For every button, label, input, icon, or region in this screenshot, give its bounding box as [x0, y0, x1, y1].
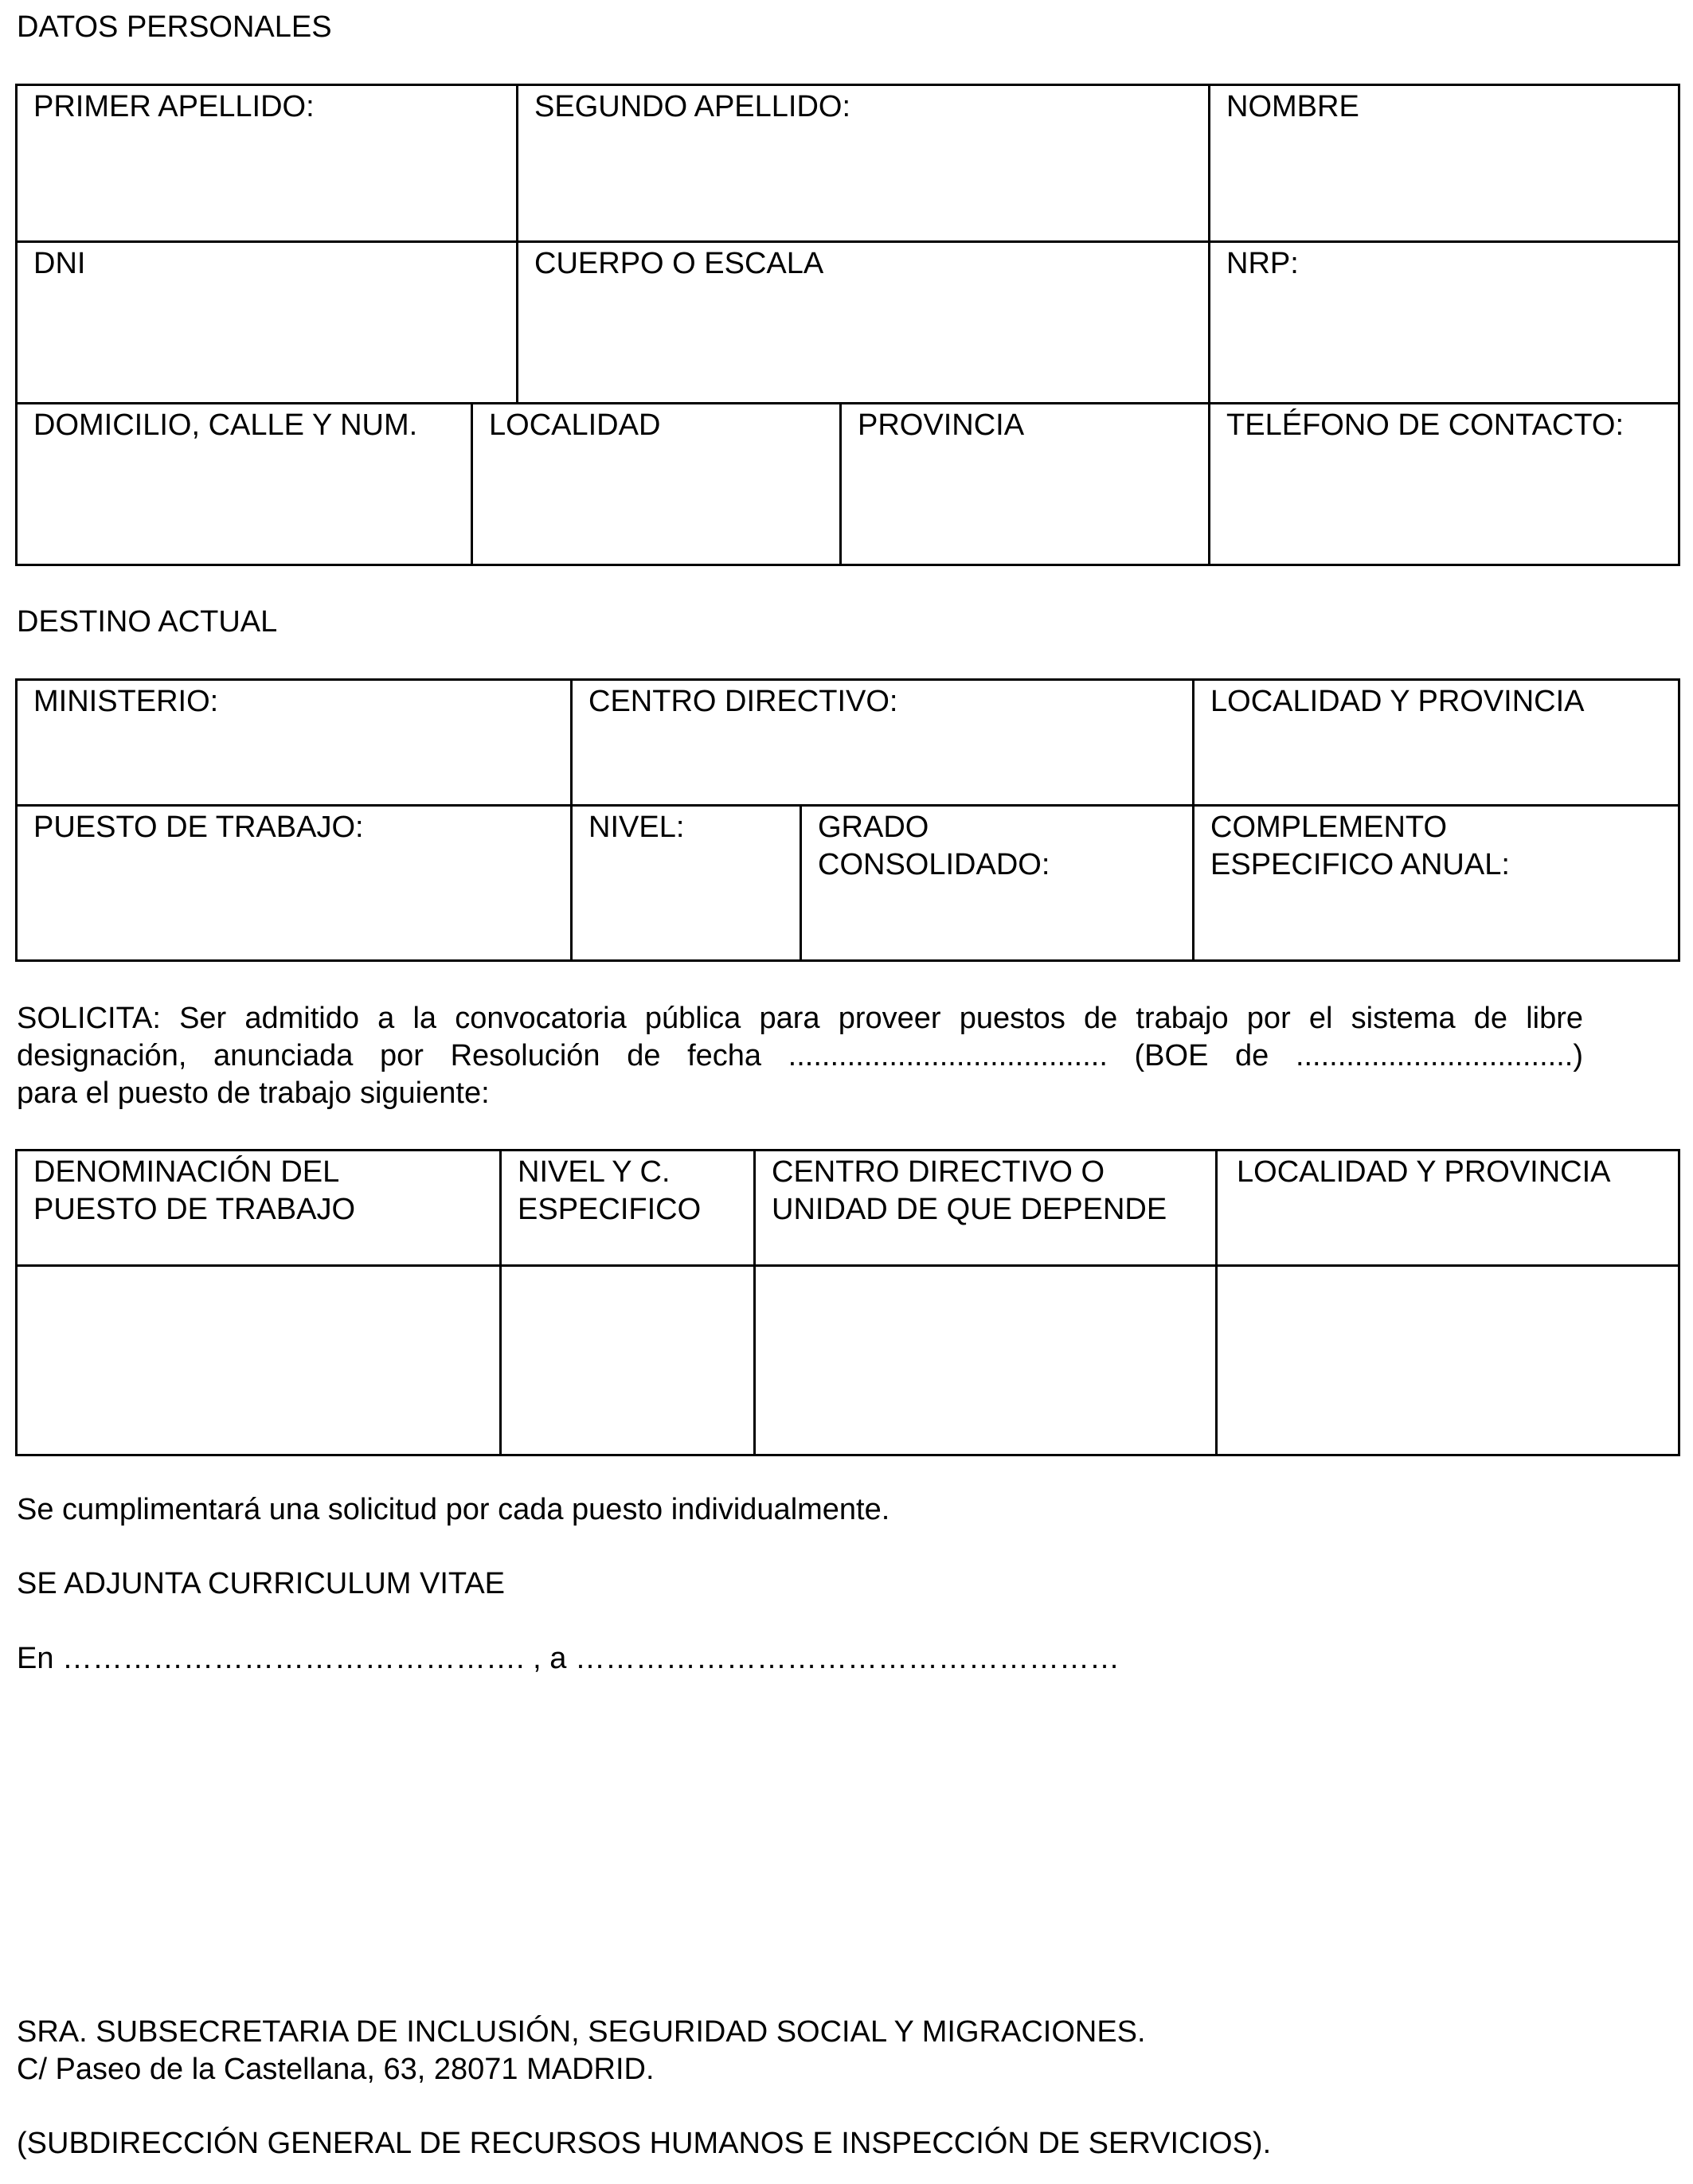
dni-label: DNI: [33, 247, 86, 280]
domicilio-label: DOMICILIO, CALLE Y NUM.: [33, 408, 418, 442]
centro-unidad-header: [755, 1151, 1217, 1266]
solicita-line-3: para el puesto de trabajo siguiente:: [17, 1076, 490, 1110]
nivel-field[interactable]: [572, 806, 801, 961]
denominacion-label-line2: PUESTO DE TRABAJO: [33, 1193, 356, 1226]
complemento-especifico-field[interactable]: [1194, 806, 1679, 961]
note-cumplimentara: Se cumplimentará una solicitud por cada puesto individualmente.: [17, 1493, 890, 1526]
nivel-especifico-label-line2: ESPECIFICO: [518, 1193, 702, 1226]
localidad-provincia-label: LOCALIDAD Y PROVINCIA: [1210, 685, 1585, 718]
centro-directivo-field[interactable]: [572, 680, 1194, 806]
grado-label-line2: CONSOLIDADO:: [818, 848, 1050, 881]
nivel-especifico-input-cell[interactable]: [501, 1266, 755, 1455]
place-date-line[interactable]: En ………………………………………. , a ………………………………………………: [17, 1642, 1120, 1675]
provincia-field[interactable]: [841, 404, 1210, 565]
primer-apellido-field[interactable]: [17, 85, 518, 242]
addressee-line-3: (SUBDIRECCIÓN GENERAL DE RECURSOS HUMANOS E INSPECCIÓN DE SERVICIOS).: [17, 2127, 1272, 2160]
segundo-apellido-field[interactable]: [518, 85, 1210, 242]
localidad-provincia-field[interactable]: [1194, 680, 1679, 806]
denominacion-input-cell[interactable]: [17, 1266, 501, 1455]
solicita-line-1: SOLICITA: Ser admitido a la convocatoria pública para proveer puestos de trabajo por el sistema de libre: [17, 1002, 1583, 1035]
nrp-label: NRP:: [1226, 247, 1299, 280]
telefono-label: TELÉFONO DE CONTACTO:: [1226, 408, 1625, 442]
puesto-trabajo-field[interactable]: [17, 806, 572, 961]
denominacion-label-line1: DENOMINACIÓN DEL: [33, 1155, 340, 1189]
nivel-especifico-header: [501, 1151, 755, 1266]
solicita-line-2: designación, anunciada por Resolución de fecha ...................................... (BOE de .................................): [17, 1039, 1583, 1072]
section-title-destino-actual: DESTINO ACTUAL: [17, 605, 278, 639]
puesto-trabajo-label: PUESTO DE TRABAJO:: [33, 811, 364, 844]
nombre-label: NOMBRE: [1226, 90, 1359, 123]
addressee-line-2: C/ Paseo de la Castellana, 63, 28071 MADRID.: [17, 2053, 655, 2086]
ministerio-label: MINISTERIO:: [33, 685, 219, 718]
domicilio-field[interactable]: [17, 404, 472, 565]
dni-field[interactable]: [17, 242, 518, 404]
section-title-datos-personales: DATOS PERSONALES: [17, 10, 332, 44]
localidad-provincia-header: [1217, 1151, 1679, 1266]
ministerio-field[interactable]: [17, 680, 572, 806]
cuerpo-escala-label: CUERPO O ESCALA: [534, 247, 824, 280]
segundo-apellido-label: SEGUNDO APELLIDO:: [534, 90, 851, 123]
note-adjunta-cv: SE ADJUNTA CURRICULUM VITAE: [17, 1567, 506, 1600]
primer-apellido-label: PRIMER APELLIDO:: [33, 90, 315, 123]
localidad-provincia-header-label: LOCALIDAD Y PROVINCIA: [1237, 1155, 1611, 1189]
grado-consolidado-field[interactable]: [801, 806, 1194, 961]
centro-directivo-label: CENTRO DIRECTIVO:: [588, 685, 898, 718]
addressee-line-1: SRA. SUBSECRETARIA DE INCLUSIÓN, SEGURIDAD SOCIAL Y MIGRACIONES.: [17, 2015, 1146, 2049]
localidad-provincia-input-cell[interactable]: [1217, 1266, 1679, 1455]
localidad-label: LOCALIDAD: [489, 408, 661, 442]
personal-data-table: [15, 84, 1680, 566]
destino-actual-table: [15, 678, 1680, 962]
nombre-field[interactable]: [1210, 85, 1679, 242]
complemento-label-line2: ESPECIFICO ANUAL:: [1210, 848, 1510, 881]
centro-unidad-input-cell[interactable]: [755, 1266, 1217, 1455]
denominacion-header: [17, 1151, 501, 1266]
localidad-field[interactable]: [472, 404, 841, 565]
cuerpo-escala-field[interactable]: [518, 242, 1210, 404]
nrp-field[interactable]: [1210, 242, 1679, 404]
nivel-especifico-label-line1: NIVEL Y C.: [518, 1155, 671, 1189]
provincia-label: PROVINCIA: [858, 408, 1025, 442]
telefono-field[interactable]: [1210, 404, 1679, 565]
complemento-label-line1: COMPLEMENTO: [1210, 811, 1448, 844]
nivel-label: NIVEL:: [588, 811, 685, 844]
centro-unidad-label-line1: CENTRO DIRECTIVO O: [772, 1155, 1105, 1189]
centro-unidad-label-line2: UNIDAD DE QUE DEPENDE: [772, 1193, 1167, 1226]
grado-label-line1: GRADO: [818, 811, 929, 844]
puesto-solicitado-table: [15, 1149, 1680, 1456]
